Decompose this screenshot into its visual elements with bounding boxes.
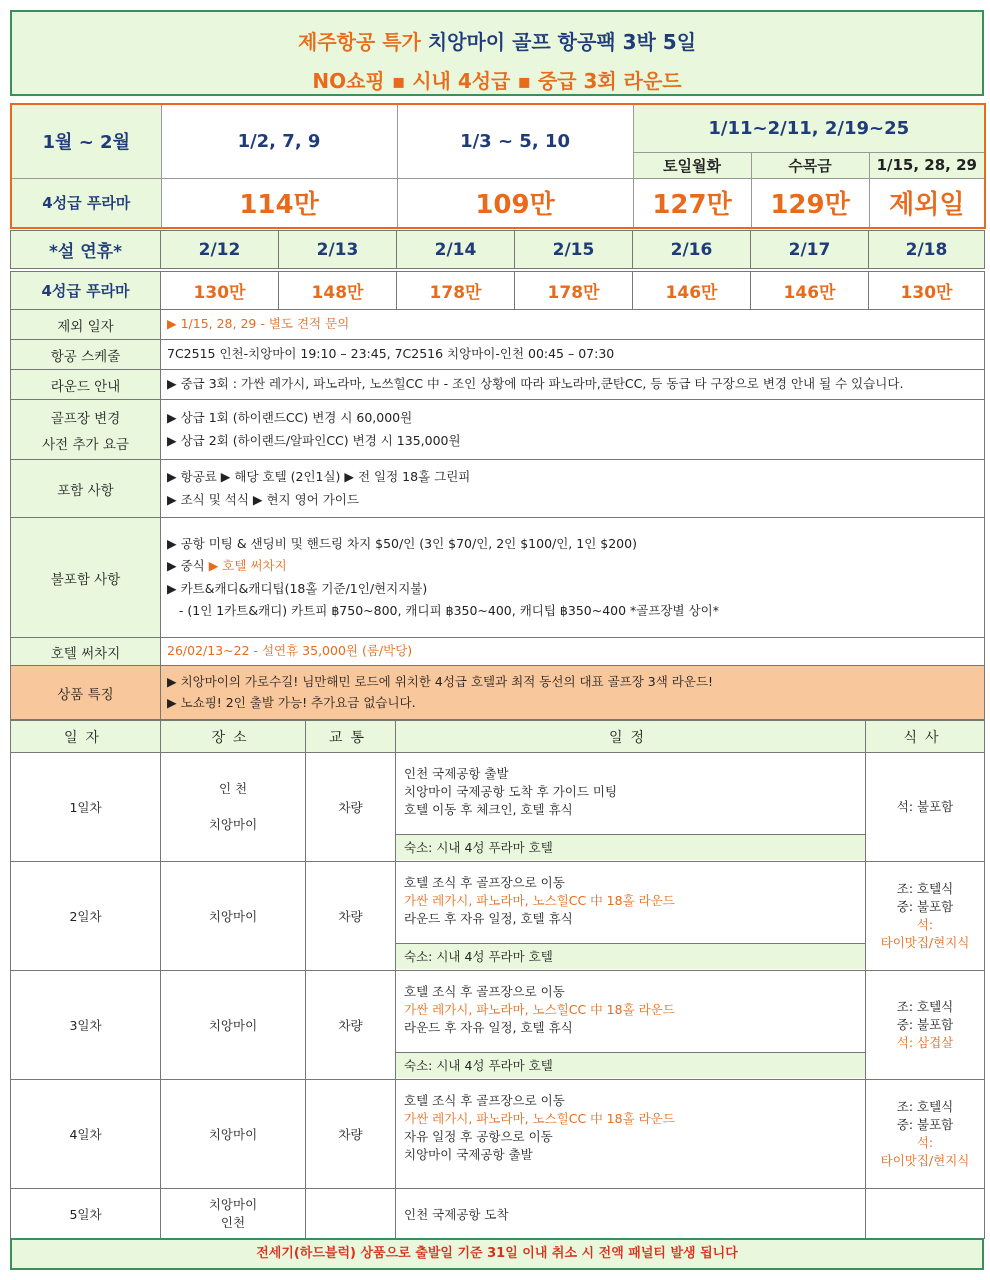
place-line: 인천 — [220, 1214, 246, 1230]
meal — [866, 1080, 985, 1189]
change-value — [161, 400, 985, 460]
plan-line: 호텔 조식 후 골프장으로 이동 — [404, 984, 565, 999]
change-label-line2: 사전 추가 요금 — [42, 436, 129, 453]
exclude-date-label: 제외 일자 — [11, 310, 161, 340]
holiday-date: 2/16 — [633, 231, 751, 269]
schedule-table — [10, 720, 985, 1239]
meal — [866, 862, 985, 971]
not-included-value — [161, 518, 985, 638]
meal-line: 중: 불포함 — [896, 1017, 954, 1032]
not-included-label: 불포함 사항 — [11, 518, 161, 638]
price-row-label: 4성급 푸라마 — [11, 178, 161, 228]
holiday-price: 130만 — [161, 272, 279, 310]
holiday-row-label: 4성급 푸라마 — [11, 272, 161, 310]
place-line: 인 천 — [218, 781, 248, 796]
price-2: 109만 — [397, 178, 633, 228]
holiday-date: 2/15 — [515, 231, 633, 269]
table-row — [11, 971, 985, 1080]
hotel-line: 숙소: 시내 4성 푸라마 호텔 — [396, 834, 865, 860]
table-row — [11, 862, 985, 971]
include-label: 포함 사항 — [11, 460, 161, 518]
meal-line: 조: 호텔식 — [896, 999, 954, 1014]
exclude-date-value: ▶ 1/15, 28, 29 - 별도 견적 문의 — [161, 310, 985, 340]
table-row — [11, 1080, 985, 1189]
holiday-price: 178만 — [397, 272, 515, 310]
meal-line: 조: 호텔식 — [896, 881, 954, 896]
transport: 차량 — [306, 1080, 396, 1189]
feature-value — [161, 666, 985, 720]
day-label: 3일차 — [11, 971, 161, 1080]
feature-value-2: ▶ 노쇼핑! 2인 출발 가능! 추가요금 없습니다. — [167, 694, 416, 710]
price-table — [10, 103, 986, 229]
header-meal: 식사 — [866, 721, 985, 753]
meal-line: 중: 불포함 — [896, 899, 954, 914]
transport: 차량 — [306, 753, 396, 862]
round-label: 라운드 안내 — [11, 370, 161, 400]
place: 치앙마이 — [161, 862, 306, 971]
holiday-price: 130만 — [869, 272, 985, 310]
plan: 인천 국제공항 도착 — [396, 1189, 866, 1239]
price-col2-header: 1/3 ~ 5, 10 — [397, 104, 633, 178]
flight-value: 7C2515 인천-치앙마이 19:10 – 23:45, 7C2516 치앙마이-인천 00:45 – 07:30 — [161, 340, 985, 370]
day-label: 4일차 — [11, 1080, 161, 1189]
day-label: 2일차 — [11, 862, 161, 971]
include-value — [161, 460, 985, 518]
flight-label: 항공 스케줄 — [11, 340, 161, 370]
place: 치앙마이 — [161, 971, 306, 1080]
change-value-2: ▶ 상급 2회 (하이랜드/알파인CC) 변경 시 135,000원 — [167, 432, 461, 448]
holiday-price: 146만 — [751, 272, 869, 310]
title-line1 — [12, 26, 982, 55]
price-4: 129만 — [751, 178, 869, 228]
change-label — [11, 400, 161, 460]
price-3: 127만 — [633, 178, 751, 228]
title-box — [10, 10, 984, 96]
price-col3-header: 1/11~2/11, 2/19~25 — [633, 104, 985, 152]
not-included-line4: - (1인 1카트&캐디) 카트피 ฿750~800, 캐디피 ฿350~400, 캐디팁 ฿350~400 *골프장별 상이* — [167, 603, 719, 618]
meal-line: 석: 삼겹살 — [896, 1035, 954, 1050]
title-highlight: 제주항공 특가 — [297, 30, 421, 54]
meal-line: 조: 호텔식 — [896, 1099, 954, 1114]
table-row — [11, 753, 985, 862]
header-transport: 교통 — [306, 721, 396, 753]
plan — [396, 862, 866, 971]
feature-value-1: ▶ 치앙마이의 가로수길! 님만해민 로드에 위치한 4성급 호텔과 최적 동선의 대표 골프장 3색 라운드! — [167, 674, 714, 689]
meal-line: 석: 불포함 — [896, 799, 954, 814]
place-line: 치앙마이 — [208, 1196, 258, 1212]
price-1: 114만 — [161, 178, 397, 228]
lunch-text: ▶ 중식 — [167, 558, 209, 573]
plan-line-round: 가싼 레가시, 파노라마, 노스힐CC 中 18홀 라운드 — [404, 893, 675, 908]
price-col1-header: 1/2, 7, 9 — [161, 104, 397, 178]
plan-line: 라운드 후 자유 일정, 호텔 휴식 — [404, 1020, 573, 1035]
title-rest: 치앙마이 골프 항공팩 3박 5일 — [420, 30, 697, 54]
plan-line: 호텔 조식 후 골프장으로 이동 — [404, 875, 565, 890]
footer-notice: 전세기(하드블럭) 상품으로 출발일 기준 31일 이내 취소 시 전액 패널티 발생 됩니다 — [10, 1238, 984, 1270]
plan-line: 치앙마이 국제공항 도착 후 가이드 미팅 — [404, 784, 618, 799]
meal — [866, 753, 985, 862]
plan — [396, 753, 866, 862]
day-label: 5일차 — [11, 1189, 161, 1239]
hotel-line: 숙소: 시내 4성 푸라마 호텔 — [396, 1052, 865, 1078]
table-row — [11, 1189, 985, 1239]
meal-line: 타이맛집/현지식 — [880, 935, 970, 950]
holiday-date: 2/12 — [161, 231, 279, 269]
holiday-date: 2/14 — [397, 231, 515, 269]
plan-line: 호텔 조식 후 골프장으로 이동 — [404, 1093, 565, 1108]
header-plan: 일정 — [396, 721, 866, 753]
period-label: 1월 ~ 2월 — [11, 104, 161, 178]
include-value-1: ▶ 항공료 ▶ 해당 호텔 (2인1실) ▶ 전 일정 18홀 그린피 — [167, 469, 471, 484]
header-place: 장소 — [161, 721, 306, 753]
transport — [306, 1189, 396, 1239]
holiday-date: 2/18 — [869, 231, 985, 269]
price-sub-weekend: 토일월화 — [633, 152, 751, 178]
place-line: 치앙마이 — [208, 817, 258, 832]
price-5: 제외일 — [869, 178, 985, 228]
plan-line: 라운드 후 자유 일정, 호텔 휴식 — [404, 911, 573, 926]
holiday-table — [10, 230, 985, 310]
plan — [396, 1080, 866, 1189]
hotel-line: 숙소: 시내 4성 푸라마 호텔 — [396, 943, 865, 969]
include-value-2: ▶ 조식 및 석식 ▶ 현지 영어 가이드 — [167, 491, 359, 507]
meal-line: 타이맛집/현지식 — [880, 1153, 970, 1168]
transport: 차량 — [306, 971, 396, 1080]
header-day: 일자 — [11, 721, 161, 753]
place — [161, 1189, 306, 1239]
not-included-line1: ▶ 공항 미팅 & 샌딩비 및 핸드링 차지 $50/인 (3인 $70/인, 2인 $100/인, 1인 $200) — [167, 535, 637, 551]
plan-line-round: 가싼 레가시, 파노라마, 노스힐CC 中 18홀 라운드 — [404, 1111, 675, 1126]
round-value: ▶ 중급 3회 : 가싼 레가시, 파노라마, 노쓰힐CC 中 - 조인 상황에 따라 파노라마,쿤탄CC, 등 동급 타 구장으로 변경 안내 될 수 있습니다. — [161, 370, 985, 400]
title-line2: NO쇼핑 ▪ 시내 4성급 ▪ 중급 3회 라운드 — [312, 69, 682, 93]
meal — [866, 971, 985, 1080]
plan-line: 자유 일정 후 공항으로 이동 — [404, 1129, 553, 1144]
price-sub-excluded: 1/15, 28, 29 — [869, 152, 985, 178]
plan-line: 호텔 이동 후 체크인, 호텔 휴식 — [404, 802, 573, 817]
holiday-date: 2/17 — [751, 231, 869, 269]
not-included-line2 — [167, 555, 984, 578]
place — [161, 753, 306, 862]
holiday-date: 2/13 — [279, 231, 397, 269]
feature-label: 상품 특징 — [11, 666, 161, 720]
plan-line-round: 가싼 레가시, 파노라마, 노스힐CC 中 18홀 라운드 — [404, 1002, 675, 1017]
plan-line: 인천 국제공항 출발 — [404, 766, 509, 781]
holiday-label: *설 연휴* — [11, 231, 161, 269]
info-table — [10, 309, 985, 720]
transport: 차량 — [306, 862, 396, 971]
holiday-price: 146만 — [633, 272, 751, 310]
price-sub-weekday: 수목금 — [751, 152, 869, 178]
plan-line: 치앙마이 국제공항 출발 — [404, 1147, 533, 1162]
not-included-line3: ▶ 카트&캐디&캐디팁(18홀 기준/1인/현지지불) — [167, 580, 428, 596]
meal — [866, 1189, 985, 1239]
hotel-surcharge-text: ▶ 호텔 써차지 — [208, 558, 287, 573]
day-label: 1일차 — [11, 753, 161, 862]
holiday-price: 178만 — [515, 272, 633, 310]
change-value-1: ▶ 상급 1회 (하이랜드CC) 변경 시 60,000원 — [167, 410, 413, 425]
surcharge-value: 26/02/13~22 - 설연휴 35,000원 (룸/박당) — [161, 638, 985, 666]
plan — [396, 971, 866, 1080]
meal-line: 석: — [916, 917, 934, 932]
surcharge-label: 호텔 써차지 — [11, 638, 161, 666]
holiday-price: 148만 — [279, 272, 397, 310]
meal-line: 석: — [916, 1135, 934, 1150]
place: 치앙마이 — [161, 1080, 306, 1189]
change-label-line1: 골프장 변경 — [50, 410, 121, 427]
meal-line: 중: 불포함 — [896, 1117, 954, 1132]
